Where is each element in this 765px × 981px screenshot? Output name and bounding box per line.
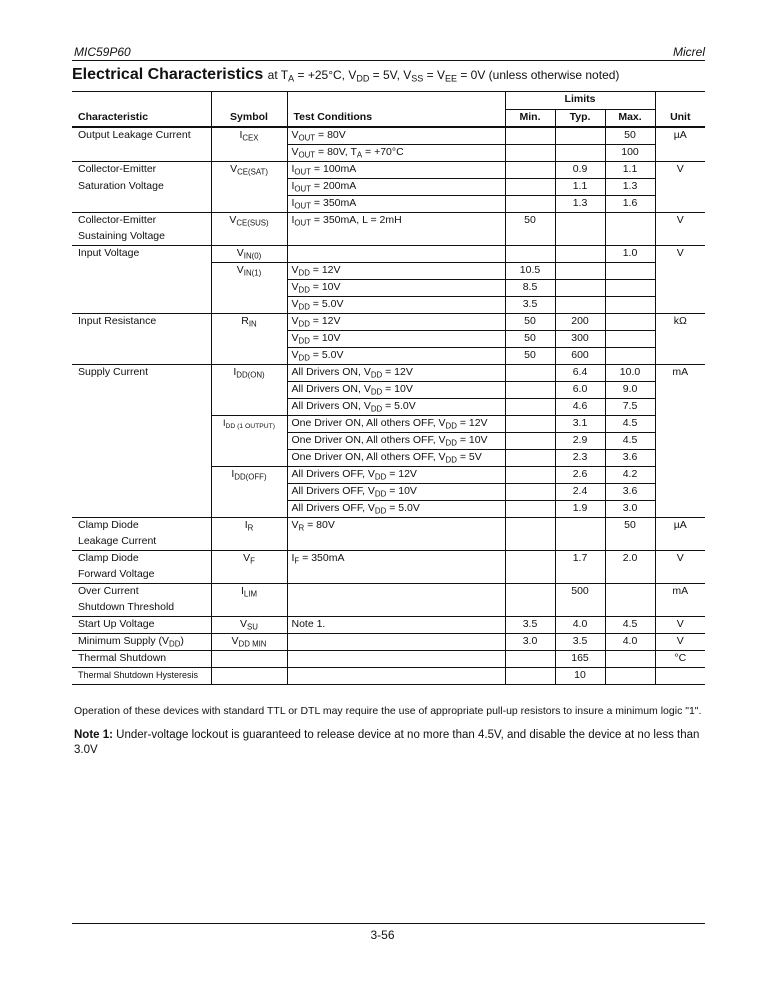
unit-cell xyxy=(655,668,705,685)
condition-cell: All Drivers ON, $V_{DD} = 12V$ xyxy=(287,365,505,382)
max-cell xyxy=(605,651,655,668)
condition-cell xyxy=(287,651,505,668)
typ-cell: 200 xyxy=(555,314,605,331)
table-row xyxy=(72,551,705,568)
unit-cell xyxy=(655,348,705,365)
unit-cell xyxy=(655,297,705,314)
min-cell: 50 xyxy=(505,331,555,348)
table-row xyxy=(72,501,705,518)
unit-cell xyxy=(655,179,705,196)
table-row xyxy=(72,617,705,634)
min-cell: 3.5 xyxy=(505,297,555,314)
min-cell xyxy=(505,668,555,685)
max-cell xyxy=(605,280,655,297)
max-cell xyxy=(605,213,655,230)
condition-cell: All Drivers OFF, $V_{DD} = 12V$ xyxy=(287,467,505,484)
characteristic-cell: Output Leakage Current xyxy=(78,129,191,141)
table-row xyxy=(72,365,705,382)
characteristic-cell xyxy=(72,145,211,162)
condition-cell xyxy=(287,668,505,685)
min-cell xyxy=(505,162,555,179)
table-row xyxy=(72,314,705,331)
condition-cell: $V_{OUT} = 80V$, $T_A = +70^\circ C$ xyxy=(287,145,505,162)
symbol-cell xyxy=(211,433,287,450)
max-cell: 1.0 xyxy=(605,246,655,263)
max-cell: 4.0 xyxy=(605,634,655,651)
condition-cell: $I_{OUT} = 350mA$, L = 2mH xyxy=(287,213,505,230)
condition-cell: $V_{DD} = 10V$ xyxy=(287,280,505,297)
operation-note: Operation of these devices with standard TTL or DTL may require the use of appropriate pull-up resistors to insure a minimum logic "1". xyxy=(74,705,702,717)
table-row xyxy=(72,229,705,246)
characteristic-cell: Thermal Shutdown xyxy=(72,651,211,668)
min-cell xyxy=(505,382,555,399)
unit-cell xyxy=(655,263,705,280)
characteristic-cell xyxy=(72,484,211,501)
note-1-text: Under-voltage lockout is guaranteed to release device at no more than 4.5V, and disable the device at no less than 3.0V xyxy=(74,729,700,756)
min-cell xyxy=(505,651,555,668)
condition-cell xyxy=(287,567,505,584)
characteristic-cell: Supply Current xyxy=(72,365,211,382)
characteristic-cell: Input Resistance xyxy=(72,314,211,331)
condition-cell: All Drivers OFF, $V_{DD} = 10V$ xyxy=(287,484,505,501)
max-cell: 1.6 xyxy=(605,196,655,213)
max-cell: 4.5 xyxy=(605,433,655,450)
max-cell xyxy=(605,331,655,348)
unit-cell xyxy=(655,450,705,467)
typ-cell xyxy=(555,127,605,145)
part-number: MIC59P60 xyxy=(74,45,131,59)
min-cell xyxy=(505,229,555,246)
table-row xyxy=(72,348,705,365)
typ-cell: 3.5 xyxy=(555,634,605,651)
table-row xyxy=(72,534,705,551)
condition-cell xyxy=(287,229,505,246)
typ-cell: 1.9 xyxy=(555,501,605,518)
condition-cell: All Drivers ON, $V_{DD} = 5.0V$ xyxy=(287,399,505,416)
condition-cell: $V_{DD} = 12V$ xyxy=(287,263,505,280)
condition-cell xyxy=(287,634,505,651)
table-row xyxy=(72,280,705,297)
typ-cell xyxy=(555,145,605,162)
max-cell xyxy=(605,263,655,280)
min-cell: 3.5 xyxy=(505,617,555,634)
max-cell: 2.0 xyxy=(605,551,655,568)
table-row xyxy=(72,450,705,467)
unit-cell: µA xyxy=(655,518,705,535)
characteristic-cell: Input Voltage xyxy=(72,246,211,263)
min-cell xyxy=(505,196,555,213)
condition-cell: $I_{OUT} = 350mA$ xyxy=(287,196,505,213)
unit-cell: µA xyxy=(655,127,705,145)
unit-cell xyxy=(655,484,705,501)
table-row xyxy=(72,518,705,535)
typ-cell: 500 xyxy=(555,584,605,601)
characteristic-cell xyxy=(72,280,211,297)
table-row xyxy=(72,145,705,162)
typ-cell xyxy=(555,518,605,535)
table-row xyxy=(72,416,705,433)
table-row xyxy=(72,246,705,263)
max-cell: 4.5 xyxy=(605,617,655,634)
unit-cell xyxy=(655,534,705,551)
symbol-cell xyxy=(211,567,287,584)
electrical-characteristics-table xyxy=(72,91,705,685)
characteristic-cell xyxy=(72,399,211,416)
typ-cell: 6.4 xyxy=(555,365,605,382)
max-cell: 1.1 xyxy=(605,162,655,179)
unit-cell xyxy=(655,280,705,297)
max-cell: 3.0 xyxy=(605,501,655,518)
max-cell: 50 xyxy=(605,518,655,535)
typ-cell: 600 xyxy=(555,348,605,365)
typ-cell xyxy=(555,280,605,297)
unit-cell xyxy=(655,416,705,433)
symbol-cell xyxy=(211,668,287,685)
typ-cell: 1.1 xyxy=(555,179,605,196)
characteristic-cell xyxy=(72,467,211,484)
min-cell: 8.5 xyxy=(505,280,555,297)
min-cell xyxy=(505,584,555,601)
table-row xyxy=(72,297,705,314)
typ-cell: 300 xyxy=(555,331,605,348)
symbol-cell: $V_{IN(1)}$ xyxy=(211,263,287,280)
condition-cell: All Drivers ON, $V_{DD} = 10V$ xyxy=(287,382,505,399)
condition-cell xyxy=(287,534,505,551)
symbol-cell xyxy=(211,534,287,551)
max-cell: 50 xyxy=(605,127,655,145)
table-row xyxy=(72,567,705,584)
condition-cell xyxy=(287,584,505,601)
condition-cell xyxy=(287,600,505,617)
max-cell: 7.5 xyxy=(605,399,655,416)
symbol-cell xyxy=(211,196,287,213)
max-cell: 10.0 xyxy=(605,365,655,382)
unit-cell xyxy=(655,600,705,617)
col-symbol: Symbol xyxy=(211,110,287,128)
condition-cell: $V_{DD} = 10V$ xyxy=(287,331,505,348)
min-cell xyxy=(505,246,555,263)
max-cell: 4.5 xyxy=(605,416,655,433)
max-cell xyxy=(605,297,655,314)
condition-cell: $V_{DD} = 5.0V$ xyxy=(287,348,505,365)
max-cell xyxy=(605,348,655,365)
table-row xyxy=(72,433,705,450)
unit-cell xyxy=(655,331,705,348)
characteristic-cell xyxy=(72,450,211,467)
symbol-cell xyxy=(211,382,287,399)
symbol-cell: $V_{CE(SAT)}$ xyxy=(211,162,287,179)
max-cell xyxy=(605,229,655,246)
symbol-cell: $R_{IN}$ xyxy=(211,314,287,331)
unit-cell xyxy=(655,229,705,246)
characteristic-cell xyxy=(72,501,211,518)
col-characteristic: Characteristic xyxy=(72,110,211,128)
characteristic-cell xyxy=(72,382,211,399)
typ-cell xyxy=(555,246,605,263)
min-cell xyxy=(505,433,555,450)
typ-cell: 2.3 xyxy=(555,450,605,467)
min-cell xyxy=(505,534,555,551)
unit-cell: V xyxy=(655,551,705,568)
col-min: Min. xyxy=(505,110,555,128)
characteristic-cell: Clamp Diode xyxy=(72,518,211,535)
typ-cell: 2.4 xyxy=(555,484,605,501)
min-cell xyxy=(505,179,555,196)
max-cell: 1.3 xyxy=(605,179,655,196)
max-cell: 4.2 xyxy=(605,467,655,484)
table-row xyxy=(72,584,705,601)
characteristic-cell: Sustaining Voltage xyxy=(78,230,165,242)
unit-cell: kΩ xyxy=(655,314,705,331)
typ-cell: 4.6 xyxy=(555,399,605,416)
characteristic-cell: Thermal Shutdown Hysteresis xyxy=(72,668,211,685)
condition-cell: One Driver ON, All others OFF, $V_{DD} = 5V$ xyxy=(287,450,505,467)
unit-cell: V xyxy=(655,634,705,651)
typ-cell xyxy=(555,567,605,584)
min-cell: 10.5 xyxy=(505,263,555,280)
col-test-conditions: Test Conditions xyxy=(287,110,505,128)
table-row xyxy=(72,382,705,399)
unit-cell: V xyxy=(655,213,705,230)
symbol-cell xyxy=(211,450,287,467)
table-row xyxy=(72,179,705,196)
unit-cell xyxy=(655,196,705,213)
typ-cell xyxy=(555,213,605,230)
condition-cell: $V_{OUT} = 80V$ xyxy=(287,127,505,145)
typ-cell xyxy=(555,263,605,280)
symbol-cell xyxy=(211,399,287,416)
table-body xyxy=(72,127,705,685)
table-row xyxy=(72,600,705,617)
col-max: Max. xyxy=(605,110,655,128)
note-1-label: Note 1: xyxy=(74,729,113,741)
symbol-cell xyxy=(211,145,287,162)
symbol-cell: $I_{DD(ON)}$ xyxy=(211,365,287,382)
table-row xyxy=(72,467,705,484)
table-row xyxy=(72,127,705,145)
characteristic-cell: Shutdown Threshold xyxy=(78,601,175,613)
min-cell: 50 xyxy=(505,314,555,331)
condition-cell: One Driver ON, All others OFF, $V_{DD} = 12V$ xyxy=(287,416,505,433)
typ-cell: 1.3 xyxy=(555,196,605,213)
min-cell xyxy=(505,365,555,382)
typ-cell: 165 xyxy=(555,651,605,668)
min-cell xyxy=(505,600,555,617)
max-cell xyxy=(605,668,655,685)
min-cell xyxy=(505,467,555,484)
min-cell xyxy=(505,416,555,433)
typ-cell: 0.9 xyxy=(555,162,605,179)
unit-cell: mA xyxy=(655,584,705,601)
table-row xyxy=(72,399,705,416)
symbol-cell: $V_{CE(SUS)}$ xyxy=(211,213,287,230)
min-cell xyxy=(505,399,555,416)
table-row xyxy=(72,263,705,280)
min-cell: 3.0 xyxy=(505,634,555,651)
max-cell xyxy=(605,534,655,551)
min-cell xyxy=(505,450,555,467)
symbol-cell xyxy=(211,179,287,196)
unit-cell xyxy=(655,433,705,450)
typ-cell: 1.7 xyxy=(555,551,605,568)
typ-cell: 2.6 xyxy=(555,467,605,484)
characteristic-cell xyxy=(72,416,211,433)
min-cell xyxy=(505,501,555,518)
title-conditions: at $T_A = +25^\circ C$, $V_{DD} = 5V$, $V_{SS} = V_{EE} = 0V$ (unless otherwise noted) xyxy=(267,68,620,84)
unit-cell xyxy=(655,145,705,162)
symbol-cell xyxy=(211,297,287,314)
condition-cell: $V_{DD} = 5.0V$ xyxy=(287,297,505,314)
min-cell xyxy=(505,145,555,162)
symbol-cell: $I_{CEX}$ xyxy=(211,127,287,145)
company-name: Micrel xyxy=(673,45,705,59)
page-number: 3-56 xyxy=(370,928,395,942)
unit-cell xyxy=(655,567,705,584)
min-cell xyxy=(505,551,555,568)
max-cell xyxy=(605,314,655,331)
max-cell: 3.6 xyxy=(605,450,655,467)
min-cell xyxy=(505,518,555,535)
typ-cell: 3.1 xyxy=(555,416,605,433)
title-main: Electrical Characteristics xyxy=(72,66,264,83)
table-row xyxy=(72,668,705,685)
min-cell: 50 xyxy=(505,348,555,365)
max-cell: 9.0 xyxy=(605,382,655,399)
footer-rule xyxy=(72,923,705,924)
symbol-cell xyxy=(211,600,287,617)
col-unit: Unit xyxy=(655,110,705,128)
symbol-cell: $V_F$ xyxy=(211,551,287,568)
condition-cell xyxy=(287,246,505,263)
unit-cell xyxy=(655,467,705,484)
note-1 xyxy=(74,728,704,758)
characteristic-cell: Collector-Emitter xyxy=(72,213,211,230)
min-cell xyxy=(505,484,555,501)
typ-cell xyxy=(555,297,605,314)
table-row xyxy=(72,162,705,179)
symbol-cell xyxy=(211,280,287,297)
section-title xyxy=(72,66,619,84)
characteristic-cell: Leakage Current xyxy=(78,535,157,547)
characteristic-cell xyxy=(72,331,211,348)
characteristic-cell xyxy=(72,348,211,365)
symbol-cell xyxy=(211,501,287,518)
characteristic-cell: Start Up Voltage xyxy=(72,617,211,634)
symbol-cell: $I_R$ xyxy=(211,518,287,535)
condition-cell: $V_R = 80V$ xyxy=(287,518,505,535)
unit-cell: V xyxy=(655,617,705,634)
unit-cell: V xyxy=(655,246,705,263)
symbol-cell: $I_{DD (1 OUTPUT)}$ xyxy=(211,416,287,433)
min-cell xyxy=(505,127,555,145)
unit-cell: mA xyxy=(655,365,705,382)
max-cell xyxy=(605,600,655,617)
symbol-cell: $V_{DD MIN}$ xyxy=(211,634,287,651)
header-rule xyxy=(72,60,705,61)
symbol-cell xyxy=(211,484,287,501)
max-cell: 3.6 xyxy=(605,484,655,501)
table-row xyxy=(72,213,705,230)
characteristic-cell: Forward Voltage xyxy=(78,568,155,580)
typ-cell xyxy=(555,229,605,246)
condition-cell: One Driver ON, All others OFF, $V_{DD} = 10V$ xyxy=(287,433,505,450)
symbol-cell xyxy=(211,229,287,246)
unit-cell xyxy=(655,382,705,399)
table-row xyxy=(72,331,705,348)
characteristic-cell xyxy=(72,263,211,280)
symbol-cell: $V_{IN(0)}$ xyxy=(211,246,287,263)
symbol-cell: $I_{DD(OFF)}$ xyxy=(211,467,287,484)
typ-cell: 10 xyxy=(555,668,605,685)
condition-cell: $V_{DD} = 12V$ xyxy=(287,314,505,331)
condition-cell: All Drivers OFF, $V_{DD} = 5.0V$ xyxy=(287,501,505,518)
condition-cell: $I_{OUT} = 100mA$ xyxy=(287,162,505,179)
characteristic-cell: Minimum Supply $(V_{DD})$ xyxy=(72,634,211,651)
symbol-cell xyxy=(211,331,287,348)
typ-cell xyxy=(555,534,605,551)
typ-cell: 6.0 xyxy=(555,382,605,399)
condition-cell: $I_{OUT} = 200mA$ xyxy=(287,179,505,196)
characteristic-cell: Collector-Emitter xyxy=(72,162,211,179)
condition-cell: $I_F = 350mA$ xyxy=(287,551,505,568)
table-row xyxy=(72,196,705,213)
table-row xyxy=(72,651,705,668)
characteristic-cell: Clamp Diode xyxy=(72,551,211,568)
characteristic-cell xyxy=(72,196,211,213)
typ-cell: 4.0 xyxy=(555,617,605,634)
characteristic-cell: Over Current xyxy=(72,584,211,601)
characteristic-cell xyxy=(72,297,211,314)
table-row xyxy=(72,484,705,501)
unit-cell: V xyxy=(655,162,705,179)
max-cell xyxy=(605,567,655,584)
col-typ: Typ. xyxy=(555,110,605,128)
symbol-cell: $V_{SU}$ xyxy=(211,617,287,634)
symbol-cell xyxy=(211,348,287,365)
unit-cell xyxy=(655,399,705,416)
typ-cell xyxy=(555,600,605,617)
max-cell: 100 xyxy=(605,145,655,162)
min-cell: 50 xyxy=(505,213,555,230)
unit-cell xyxy=(655,501,705,518)
condition-cell: Note 1. xyxy=(287,617,505,634)
min-cell xyxy=(505,567,555,584)
limits-header: Limits xyxy=(505,92,655,110)
unit-cell: °C xyxy=(655,651,705,668)
symbol-cell: $I_{LIM}$ xyxy=(211,584,287,601)
symbol-cell xyxy=(211,651,287,668)
typ-cell: 2.9 xyxy=(555,433,605,450)
characteristic-cell: Saturation Voltage xyxy=(78,179,164,192)
characteristic-cell xyxy=(72,433,211,450)
table-row xyxy=(72,634,705,651)
max-cell xyxy=(605,584,655,601)
